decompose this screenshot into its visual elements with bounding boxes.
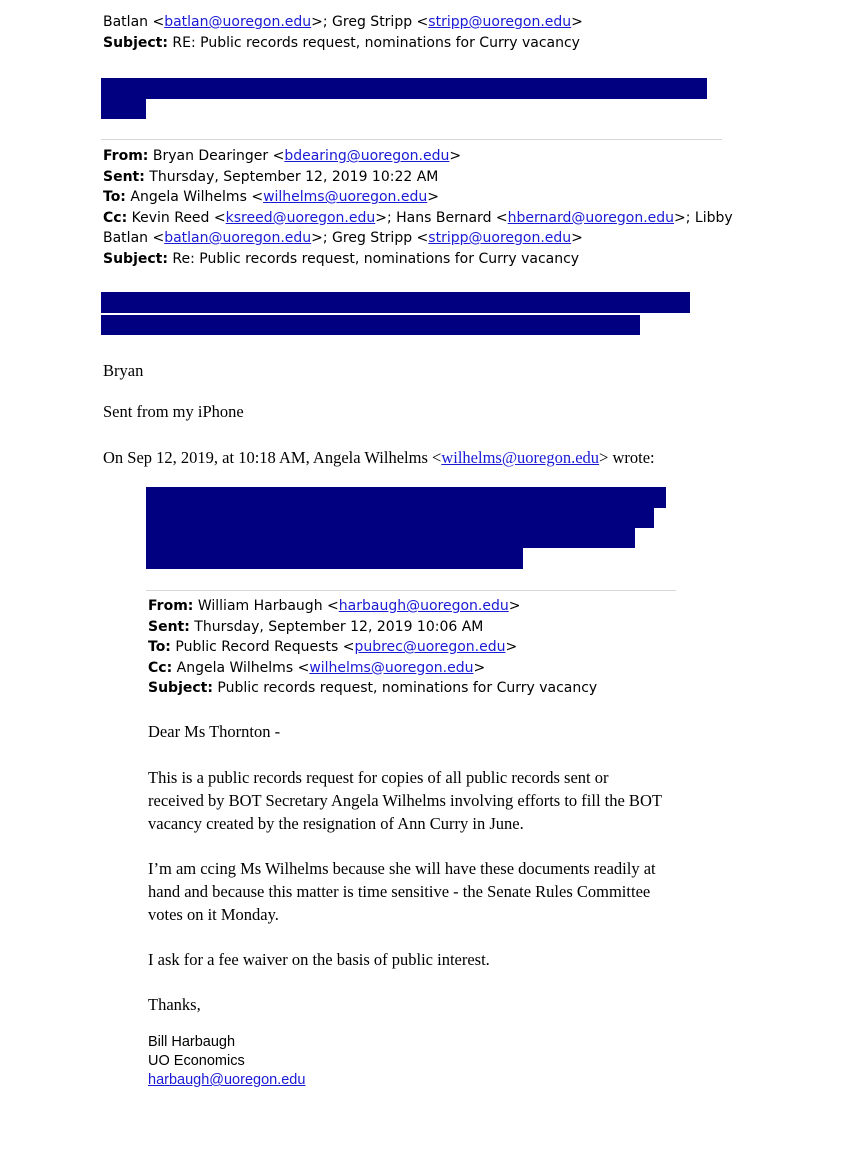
cc-line-continuation: Batlan <batlan@uoregon.edu>; Greg Stripp <stripp@uoregon.edu>	[103, 230, 583, 246]
greeting: Dear Ms Thornton -	[148, 722, 281, 741]
cc-line: Cc: Kevin Reed <ksreed@uoregon.edu>; Hans Bernard <hbernard@uoregon.edu>; Libby	[103, 209, 733, 226]
redaction-block	[146, 508, 654, 528]
email-link[interactable]: wilhelms@uoregon.edu	[309, 659, 474, 676]
email-link[interactable]: harbaugh@uoregon.edu	[338, 598, 509, 614]
email-link[interactable]: batlan@uoregon.edu	[164, 14, 312, 30]
redaction-block	[101, 78, 707, 99]
redaction-block	[101, 99, 146, 119]
top-cc-continuation: Batlan <batlan@uoregon.edu>; Greg Stripp <stripp@uoregon.edu>	[103, 14, 583, 30]
email-link[interactable]: wilhelms@uoregon.edu	[263, 189, 428, 205]
email-link[interactable]: pubrec@uoregon.edu	[354, 639, 506, 655]
top-subject-line: Subject: RE: Public records request, nominations for Curry vacancy	[103, 34, 580, 51]
signoff-bryan: Bryan	[103, 361, 144, 380]
email-link[interactable]: stripp@uoregon.edu	[428, 14, 572, 30]
divider	[101, 139, 722, 140]
signature	[148, 1033, 305, 1090]
harbaugh-header	[148, 596, 597, 699]
redaction-block	[146, 487, 666, 508]
redaction-block	[146, 548, 523, 569]
to-line: To: Public Record Requests <pubrec@uoregon.edu>	[148, 639, 518, 655]
redaction-block	[101, 315, 640, 335]
paragraph-request: This is a public records request for copies of all public records sent or received by BOT Secretary Angela Wilhelms involving efforts to fill the BOT vacancy created by the resignation of Ann Curry in June.	[148, 768, 662, 833]
wrote-line: On Sep 12, 2019, at 10:18 AM, Angela Wilhelms <wilhelms@uoregon.edu> wrote:	[103, 448, 655, 467]
email-link[interactable]: ksreed@uoregon.edu	[225, 209, 376, 226]
email-link[interactable]: hbernard@uoregon.edu	[507, 209, 675, 226]
top-header	[103, 12, 583, 53]
subject-line: Subject: Re: Public records request, nominations for Curry vacancy	[103, 250, 580, 267]
from-line: From: Bryan Dearinger <bdearing@uoregon.edu>	[103, 148, 462, 164]
sent-line: Sent: Thursday, September 12, 2019 10:06 AM	[148, 618, 484, 635]
paragraph-cc-reason: I’m am ccing Ms Wilhelms because she will have these documents readily at hand and because this matter is time sensitive - the Senate Rules Committee votes on it Monday.	[148, 859, 656, 924]
redaction-block	[101, 292, 690, 313]
email-link[interactable]: wilhelms@uoregon.edu	[441, 448, 600, 467]
redaction-block	[146, 528, 635, 548]
email-link[interactable]: batlan@uoregon.edu	[164, 230, 312, 246]
email-link[interactable]: bdearing@uoregon.edu	[284, 148, 450, 164]
signature-email-link[interactable]: harbaugh@uoregon.edu	[148, 1072, 306, 1088]
from-line: From: William Harbaugh <harbaugh@uoregon.edu>	[148, 598, 521, 614]
sent-from-iphone: Sent from my iPhone	[103, 402, 244, 421]
subject-line: Subject: Public records request, nominations for Curry vacancy	[148, 680, 598, 696]
cc-line: Cc: Angela Wilhelms <wilhelms@uoregon.edu>	[148, 659, 486, 676]
divider	[146, 590, 676, 591]
email-link[interactable]: stripp@uoregon.edu	[428, 230, 572, 246]
signature-dept: UO Economics	[148, 1053, 245, 1069]
bryan-header	[103, 146, 733, 269]
thanks: Thanks,	[148, 995, 201, 1014]
signature-name: Bill Harbaugh	[148, 1034, 236, 1050]
paragraph-fee-waiver: I ask for a fee waiver on the basis of public interest.	[148, 950, 490, 969]
to-line: To: Angela Wilhelms <wilhelms@uoregon.edu>	[103, 189, 439, 205]
sent-line: Sent: Thursday, September 12, 2019 10:22 AM	[103, 168, 439, 185]
